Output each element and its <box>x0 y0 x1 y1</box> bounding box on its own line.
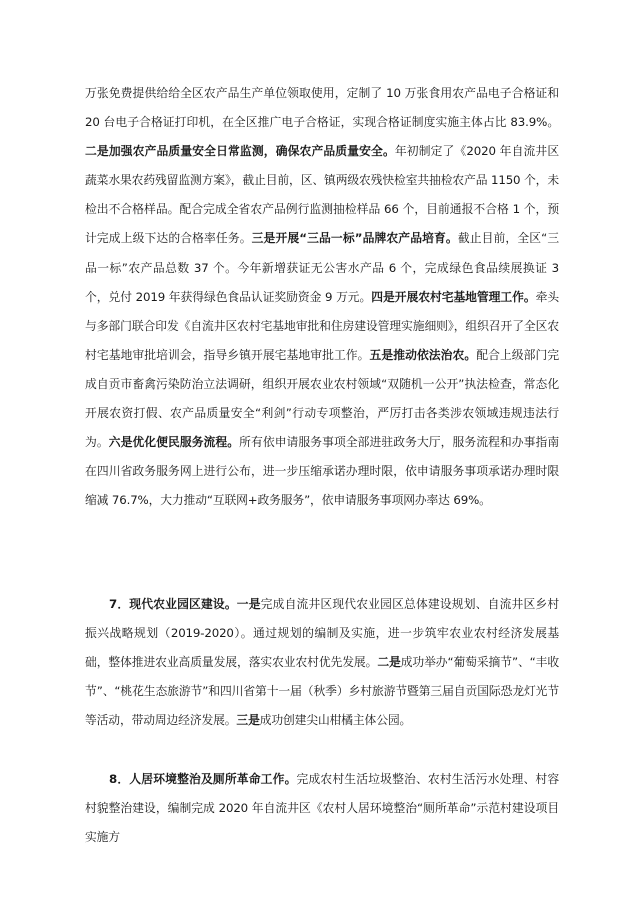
text-run: 截止目前，全区“三品一标”农产品总数 37 个。今年新增获证无公害水产品 6 个，完成绿色食品续展换证 3 个，兑付 2019 年获得绿色食品认证奖励资金 9 万元。 <box>85 231 559 304</box>
text-run-bold: 六是优化便民服务流程。 <box>108 435 240 450</box>
text-run: 成功举办“葡萄采摘节”、“丰收节”、“桃花生态旅游节”和四川省第十一届（秋季）乡村旅游节暨第三届自贡国际恐龙灯光节等活动，带动周边经济发展。 <box>85 655 559 728</box>
text-run-bold: 三是 <box>236 713 260 728</box>
text-run-bold: 四是开展农村宅基地管理工作。 <box>371 289 536 304</box>
text-run: 所有依申请服务事项全部进驻政务大厅，服务流程和办事指南在四川省政务服务网上进行公布，进一步压缩承诺办理时限，依申请服务事项承诺办理时限缩减 76.7%，大力推动“互联网+政务服务”，依申请服务事项网办率达 69%。 <box>85 435 559 508</box>
text-run-bold: 五是推动依法治农。 <box>369 347 477 362</box>
text-run-bold: 二是 <box>377 655 401 670</box>
paragraph-agri-park <box>85 590 559 735</box>
text-run-bold: 二是加强农产品质量安全日常监测，确保农产品质量安全。 <box>85 144 395 159</box>
text-run-bold: 三是开展“三品一标”品牌农产品培育。 <box>251 231 458 246</box>
text-run: 牵头与多部门联合印发《自流井区农村宅基地审批和住房建设管理实施细则》，组织召开了全区农村宅基地审批培训会，指导乡镇开展宅基地审批工作。 <box>85 289 559 362</box>
paragraph-living-environment <box>85 765 559 852</box>
text-run: 完成自流井区现代农业园区总体建设规划、自流井区乡村振兴战略规划（2019-2020）。通过规划的编制及实施，进一步筑牢农业农村经济发展基础，整体推进农业高质量发展，落实农业农村优先发展。 <box>85 597 559 670</box>
text-run: 年初制定了《2020 年自流井区蔬菜水果农药残留监测方案》，截止目前，区、镇两级农残快检室共抽检农产品 1150 个，未检出不合格样品。配合完成全省农产品例行监测抽检样品 66 个，目前通报不合格 1 个，预计完成上级下达的合格率任务。 <box>85 144 559 246</box>
text-run: 完成农村生活垃圾整治、农村生活污水处理、村容村貌整治建设，编制完成 2020 年自流井区《农村人居环境整治“厕所革命”示范村建设项目实施方 <box>85 772 560 845</box>
paragraph-agri-quality <box>85 79 559 515</box>
section-heading: 8．人居环境整治及厕所革命工作。 <box>109 772 297 786</box>
text-run: 成功创建尖山柑橘主体公园。 <box>259 713 412 728</box>
text-run-bold: 一是 <box>236 597 261 611</box>
section-heading: 7．现代农业园区建设。 <box>109 597 237 611</box>
text-run: 万张免费提供给给全区农产品生产单位领取使用，定制了 10 万张食用农产品电子合格证和 20 台电子合格证打印机，在全区推广电子合格证，实现合格证制度实施主体占比 83.9%。 <box>85 86 559 130</box>
text-run: 配合上级部门完成自贡市畜禽污染防治立法调研，组织开展农业农村领域“双随机一公开”执法检查，常态化开展农资打假、农产品质量安全“利剑”行动专项整治，严厉打击各类涉农领域违规违法行为。 <box>85 347 560 450</box>
